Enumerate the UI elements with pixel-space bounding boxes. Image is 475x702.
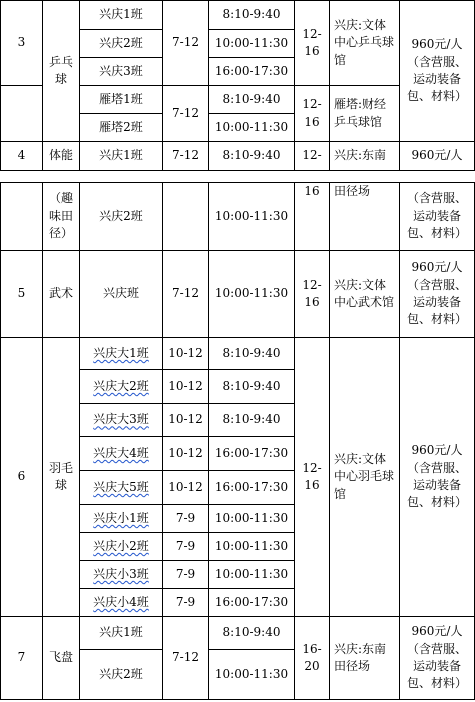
time-cell: 10:00-11:30 (209, 114, 295, 142)
class-cell: 兴庆小4班 (80, 589, 163, 617)
fee-cell: 960元/人 (400, 142, 475, 171)
row-number-empty (1, 86, 43, 142)
grade-cell: 10-12 (163, 370, 209, 404)
venue-cell: 兴庆:文体中心乒乓球馆 (330, 1, 400, 86)
fee-cell: 960元/人（含营服、运动装备包、材料） (400, 617, 475, 700)
subject-cell: （趣味田径） (43, 183, 80, 251)
venue-cell: 兴庆:东南 (330, 142, 400, 171)
time-cell: 10:00-11:30 (209, 650, 295, 700)
table-row (1, 142, 475, 171)
grade-cell: 7-12 (163, 1, 209, 86)
grade-cell: 7-9 (163, 533, 209, 561)
class-cell: 兴庆大1班 (80, 338, 163, 370)
class-cell: 兴庆3班 (80, 58, 163, 86)
class-cell: 兴庆2班 (80, 650, 163, 700)
table-row (1, 338, 475, 370)
class-cell: 兴庆2班 (80, 183, 163, 251)
subject-cell: 乒乓球 (43, 1, 80, 142)
time-cell: 8:10-9:40 (209, 1, 295, 30)
table-row (1, 183, 475, 251)
days-cell: 16-20 (295, 617, 330, 700)
time-cell: 10:00-11:30 (209, 183, 295, 251)
venue-cell: 雁塔:财经乒乓球馆 (330, 86, 400, 142)
table-row (1, 617, 475, 650)
time-cell: 10:00-11:30 (209, 533, 295, 561)
venue-cell: 兴庆:文体中心羽毛球馆 (330, 338, 400, 617)
row-number-empty (1, 183, 43, 251)
grade-cell: 10-12 (163, 338, 209, 370)
fee-cell: 960元/人（含营服、运动装备包、材料） (400, 251, 475, 338)
class-cell: 兴庆小1班 (80, 505, 163, 533)
venue-cell: 田径场 (330, 183, 400, 251)
time-cell: 8:10-9:40 (209, 404, 295, 437)
class-cell: 兴庆1班 (80, 1, 163, 30)
time-cell: 16:00-17:30 (209, 471, 295, 505)
time-cell: 16:00-17:30 (209, 589, 295, 617)
row-number: 5 (1, 251, 43, 338)
venue-cell: 兴庆:文体中心武术馆 (330, 251, 400, 338)
grade-cell: 10-12 (163, 471, 209, 505)
grade-cell: 7-9 (163, 589, 209, 617)
class-cell: 兴庆大3班 (80, 404, 163, 437)
row-number: 3 (1, 1, 43, 86)
time-cell: 10:00-11:30 (209, 505, 295, 533)
subject-cell: 武术 (43, 251, 80, 338)
grade-cell: 7-12 (163, 617, 209, 700)
days-cell: 12-16 (295, 251, 330, 338)
time-cell: 10:00-11:30 (209, 561, 295, 589)
grade-cell: 7-9 (163, 561, 209, 589)
class-cell: 兴庆小2班 (80, 533, 163, 561)
venue-cell: 兴庆:东南田径场 (330, 617, 400, 700)
grade-cell: 7-12 (163, 86, 209, 142)
class-cell: 兴庆班 (80, 251, 163, 338)
grade-cell: 10-12 (163, 404, 209, 437)
subject-cell: 飞盘 (43, 617, 80, 700)
schedule-table-top (0, 0, 475, 171)
days-cell: 12-16 (295, 338, 330, 617)
days-cell: 12-16 (295, 86, 330, 142)
fee-cell: 960元/人（含营服、运动装备包、材料） (400, 1, 475, 142)
grade-cell: 10-12 (163, 437, 209, 471)
days-cell: 12-16 (295, 1, 330, 86)
fee-cell: 960元/人（含营服、运动装备包、材料） (400, 338, 475, 617)
row-number: 7 (1, 617, 43, 700)
table-row (1, 251, 475, 338)
time-cell: 8:10-9:40 (209, 86, 295, 114)
table-row (1, 1, 475, 30)
schedule-table-bottom (0, 182, 475, 700)
class-cell: 雁塔2班 (80, 114, 163, 142)
time-cell: 10:00-11:30 (209, 30, 295, 58)
class-cell: 雁塔1班 (80, 86, 163, 114)
time-cell: 8:10-9:40 (209, 370, 295, 404)
days-cell: 16 (295, 183, 330, 251)
row-number: 4 (1, 142, 43, 171)
time-cell: 8:10-9:40 (209, 142, 295, 171)
grade-cell: 7-9 (163, 505, 209, 533)
time-cell: 8:10-9:40 (209, 338, 295, 370)
days-cell: 12- (295, 142, 330, 171)
time-cell: 16:00-17:30 (209, 437, 295, 471)
class-cell: 兴庆大2班 (80, 370, 163, 404)
class-cell: 兴庆1班 (80, 617, 163, 650)
subject-cell: 体能 (43, 142, 80, 171)
row-number: 6 (1, 338, 43, 617)
time-cell: 16:00-17:30 (209, 58, 295, 86)
class-cell: 兴庆大5班 (80, 471, 163, 505)
grade-cell: 7-12 (163, 251, 209, 338)
class-cell: 兴庆1班 (80, 142, 163, 171)
grade-cell: 7-12 (163, 142, 209, 171)
class-cell: 兴庆大4班 (80, 437, 163, 471)
class-cell: 兴庆小3班 (80, 561, 163, 589)
time-cell: 10:00-11:30 (209, 251, 295, 338)
grade-cell-empty (163, 183, 209, 251)
class-cell: 兴庆2班 (80, 30, 163, 58)
subject-cell: 羽毛球 (43, 338, 80, 617)
fee-cell: （含营服、运动装备包、材料） (400, 183, 475, 251)
time-cell: 8:10-9:40 (209, 617, 295, 650)
